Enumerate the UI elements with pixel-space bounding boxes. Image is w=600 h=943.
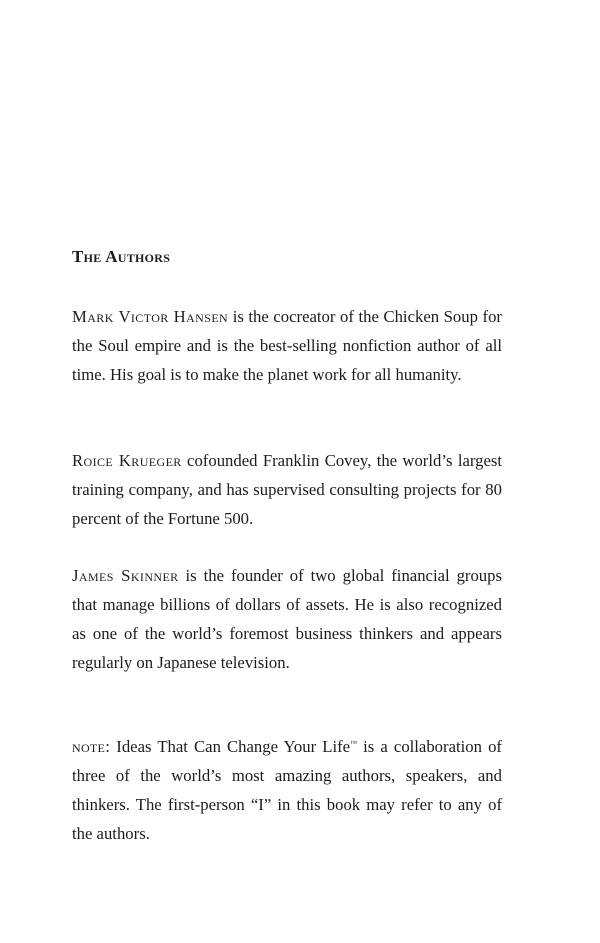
author-bio-skinner bbox=[72, 561, 502, 677]
author-name: James Skinner bbox=[72, 566, 179, 585]
author-bio-text: cofounded Franklin Covey, the world’s largest training company, and has supervised consulting projects for 80 percent of the Fortune 500. bbox=[72, 451, 502, 528]
author-name: Roice Krueger bbox=[72, 451, 182, 470]
note-text: is a collaboration of three of the world’s most amazing authors, speakers, and thinkers. The first-person “I” in this book may refer to any of the authors. bbox=[72, 737, 502, 843]
author-name: Mark Victor Hansen bbox=[72, 307, 229, 326]
section-heading: The Authors bbox=[72, 247, 171, 266]
author-bio-text: is the cocreator of the Chicken Soup for the Soul empire and is the best-selling nonfiction author of all time. His goal is to make the planet work for all humanity. bbox=[72, 307, 502, 384]
author-bio-hansen bbox=[72, 302, 502, 389]
note-paragraph bbox=[72, 732, 502, 848]
author-bio-krueger bbox=[72, 446, 502, 533]
trademark-symbol: ™ bbox=[350, 739, 357, 748]
note-book-title: Ideas That Can Change Your Life bbox=[110, 737, 351, 756]
author-bio-text: is the founder of two global financial groups that manage billions of dollars of assets. He is also recognized as one of the world’s foremost business thinkers and appears regularly on Japanese television. bbox=[72, 566, 502, 672]
note-label: note: bbox=[72, 737, 111, 756]
